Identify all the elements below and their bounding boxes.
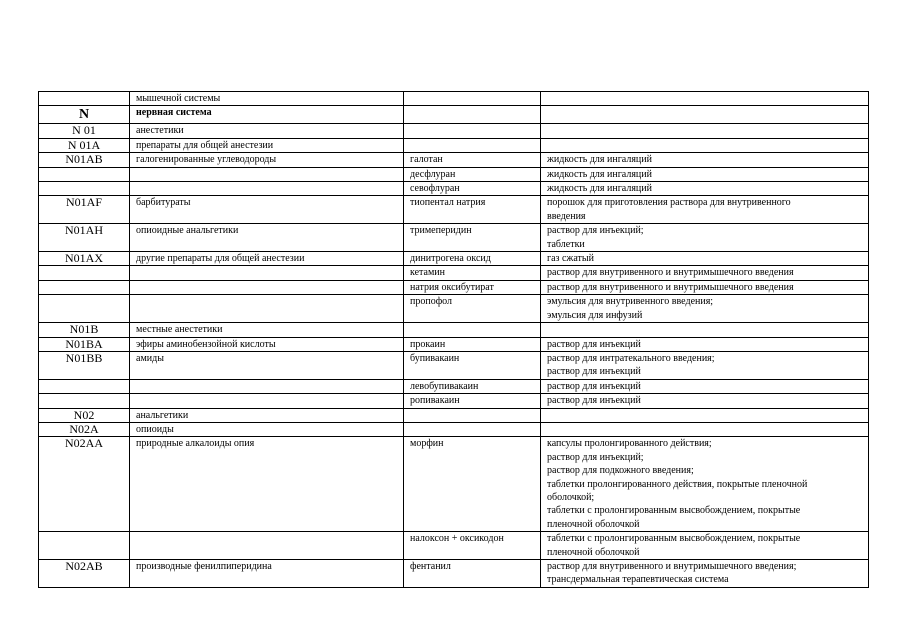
dosage-form-line: таблетки с пролонгированным высвобождением, покрытые (547, 533, 801, 545)
table-row (39, 422, 869, 436)
dosage-form-line: жидкость для ингаляций (547, 168, 652, 180)
drug-name-cell (404, 422, 541, 436)
dosage-forms-cell (541, 394, 869, 408)
group-name-cell: препараты для общей анестезии (130, 138, 404, 152)
dosage-form-line: таблетки с пролонгированным высвобождением, покрытые (547, 505, 801, 517)
atc-code-cell: N02AB (39, 560, 130, 588)
dosage-forms-cell (541, 280, 869, 294)
dosage-forms-cell (541, 252, 869, 266)
dosage-form-line: таблетки (547, 238, 585, 250)
atc-code-cell: N01B (39, 323, 130, 337)
dosage-form-line: оболочкой; (547, 491, 595, 503)
drug-name-cell: галотан (404, 153, 541, 167)
atc-code-cell: N01AB (39, 153, 130, 167)
table-row (39, 323, 869, 337)
table-row (39, 252, 869, 266)
dosage-form-line: раствор для внутривенного и внутримышечного введения; (547, 561, 797, 572)
group-name-cell: барбитураты (130, 196, 404, 224)
group-name-cell (130, 394, 404, 408)
atc-code-cell: N01BA (39, 337, 130, 351)
table-row (39, 280, 869, 294)
table-row (39, 560, 869, 588)
atc-code-cell (39, 379, 130, 393)
group-name-cell: анальгетики (130, 408, 404, 422)
group-name-cell (130, 167, 404, 181)
dosage-forms-cell (541, 337, 869, 351)
dosage-form-line: раствор для инъекций (547, 380, 641, 392)
drug-name-cell: тиопентал натрия (404, 196, 541, 224)
dosage-forms-cell (541, 153, 869, 167)
drug-name-cell (404, 92, 541, 106)
dosage-forms-cell (541, 351, 869, 379)
atc-code-cell: N02 (39, 408, 130, 422)
table-row (39, 351, 869, 379)
dosage-forms-cell (541, 92, 869, 106)
table-row (39, 394, 869, 408)
group-name-cell (130, 379, 404, 393)
table-row (39, 196, 869, 224)
atc-code-cell: N (39, 106, 130, 124)
group-name-cell (130, 295, 404, 323)
dosage-form-line: жидкость для ингаляций (547, 154, 652, 166)
dosage-form-line: раствор для внутривенного и внутримышечного введения (547, 281, 794, 293)
dosage-forms-cell (541, 106, 869, 124)
table-row (39, 167, 869, 181)
table-row (39, 266, 869, 280)
group-name-cell: анестетики (130, 124, 404, 138)
dosage-form-line: раствор для инъекций; (547, 451, 644, 463)
drug-name-cell: морфин (404, 437, 541, 532)
drug-name-cell: бупивакаин (404, 351, 541, 379)
group-name-cell: нервная система (130, 106, 404, 124)
dosage-forms-cell (541, 266, 869, 280)
dosage-forms-cell (541, 532, 869, 560)
table-row (39, 337, 869, 351)
drug-name-cell (404, 323, 541, 337)
dosage-form-line: трансдермальная терапевтическая система (547, 574, 729, 586)
dosage-form-line: эмульсия для инфузий (547, 309, 643, 321)
group-name-cell: опиоидные анальгетики (130, 224, 404, 252)
dosage-forms-cell (541, 182, 869, 196)
dosage-form-line: порошок для приготовления раствора для внутривенного (547, 197, 791, 209)
atc-code-cell: N 01A (39, 138, 130, 152)
group-name-cell: другие препараты для общей анестезии (130, 252, 404, 266)
atc-code-cell: N01AH (39, 224, 130, 252)
atc-code-cell (39, 280, 130, 294)
table-row (39, 153, 869, 167)
atc-code-cell: N01AX (39, 252, 130, 266)
drug-name-cell: левобупивакаин (404, 379, 541, 393)
drug-name-cell: тримеперидин (404, 224, 541, 252)
drug-name-cell: налоксон + оксикодон (404, 532, 541, 560)
atc-code-cell: N02A (39, 422, 130, 436)
drug-name-cell (404, 106, 541, 124)
table-row (39, 532, 869, 560)
group-name-cell: местные анестетики (130, 323, 404, 337)
table-row (39, 138, 869, 152)
table-row (39, 92, 869, 106)
drug-name-cell: ропивакаин (404, 394, 541, 408)
group-name-cell (130, 182, 404, 196)
drug-name-cell: динитрогена оксид (404, 252, 541, 266)
atc-code-cell (39, 266, 130, 280)
group-name-cell (130, 266, 404, 280)
dosage-form-line: раствор для внутривенного и внутримышечного введения (547, 267, 794, 279)
dosage-form-line: раствор для инъекций (547, 338, 641, 350)
group-name-cell (130, 532, 404, 560)
dosage-form-line: пленочной оболочкой (547, 546, 640, 558)
dosage-forms-cell (541, 408, 869, 422)
dosage-form-line: капсулы пролонгированного действия; (547, 438, 712, 450)
table-row (39, 182, 869, 196)
table-row (39, 379, 869, 393)
group-name-cell: производные фенилпиперидина (130, 560, 404, 588)
dosage-form-line: раствор для инъекций (547, 366, 641, 378)
dosage-forms-cell (541, 224, 869, 252)
dosage-form-line: жидкость для ингаляций (547, 183, 652, 195)
table-body (39, 92, 869, 588)
dosage-form-line: газ сжатый (547, 253, 594, 265)
group-name-cell: галогенированные углеводороды (130, 153, 404, 167)
atc-code-cell (39, 92, 130, 106)
dosage-forms-cell (541, 437, 869, 532)
group-name-cell: эфиры аминобензойной кислоты (130, 337, 404, 351)
drug-name-cell (404, 138, 541, 152)
table-row (39, 224, 869, 252)
dosage-form-line: раствор для инъекций (547, 395, 641, 407)
atc-code-cell (39, 167, 130, 181)
drug-name-cell (404, 124, 541, 138)
dosage-form-line: раствор для интратекального введения; (547, 352, 715, 364)
dosage-form-line: раствор для инъекций; (547, 225, 644, 237)
atc-code-cell: N 01 (39, 124, 130, 138)
dosage-form-line: пленочной оболочкой (547, 518, 640, 530)
drug-name-cell (404, 408, 541, 422)
drug-name-cell: кетамин (404, 266, 541, 280)
group-name-cell: амиды (130, 351, 404, 379)
table-row (39, 124, 869, 138)
dosage-form-line: эмульсия для внутривенного введения; (547, 296, 714, 308)
dosage-forms-cell (541, 196, 869, 224)
atc-code-cell (39, 532, 130, 560)
table-row (39, 106, 869, 124)
drug-name-cell: фентанил (404, 560, 541, 588)
atc-code-cell: N01BB (39, 351, 130, 379)
dosage-forms-cell (541, 422, 869, 436)
drug-name-cell: десфлуран (404, 167, 541, 181)
drug-name-cell: натрия оксибутират (404, 280, 541, 294)
dosage-form-line: введения (547, 210, 586, 222)
table-row (39, 295, 869, 323)
dosage-forms-cell (541, 167, 869, 181)
atc-code-cell (39, 394, 130, 408)
atc-code-cell: N01AF (39, 196, 130, 224)
dosage-form-line: раствор для подкожного введения; (547, 465, 694, 477)
table-row (39, 408, 869, 422)
atc-code-cell: N02AA (39, 437, 130, 532)
drug-name-cell: севофлуран (404, 182, 541, 196)
group-name-cell: природные алкалоиды опия (130, 437, 404, 532)
dosage-forms-cell (541, 295, 869, 323)
atc-code-cell (39, 182, 130, 196)
dosage-forms-cell (541, 124, 869, 138)
drug-name-cell: пропофол (404, 295, 541, 323)
dosage-forms-cell (541, 379, 869, 393)
dosage-forms-cell (541, 138, 869, 152)
drug-classification-table (38, 91, 869, 588)
group-name-cell: опиоиды (130, 422, 404, 436)
dosage-forms-cell (541, 323, 869, 337)
group-name-cell: мышечной системы (130, 92, 404, 106)
group-name-cell (130, 280, 404, 294)
drug-name-cell: прокаин (404, 337, 541, 351)
table-row (39, 437, 869, 532)
dosage-form-line: таблетки пролонгированного действия, покрытые пленочной (547, 478, 808, 490)
atc-code-cell (39, 295, 130, 323)
dosage-forms-cell (541, 560, 869, 588)
